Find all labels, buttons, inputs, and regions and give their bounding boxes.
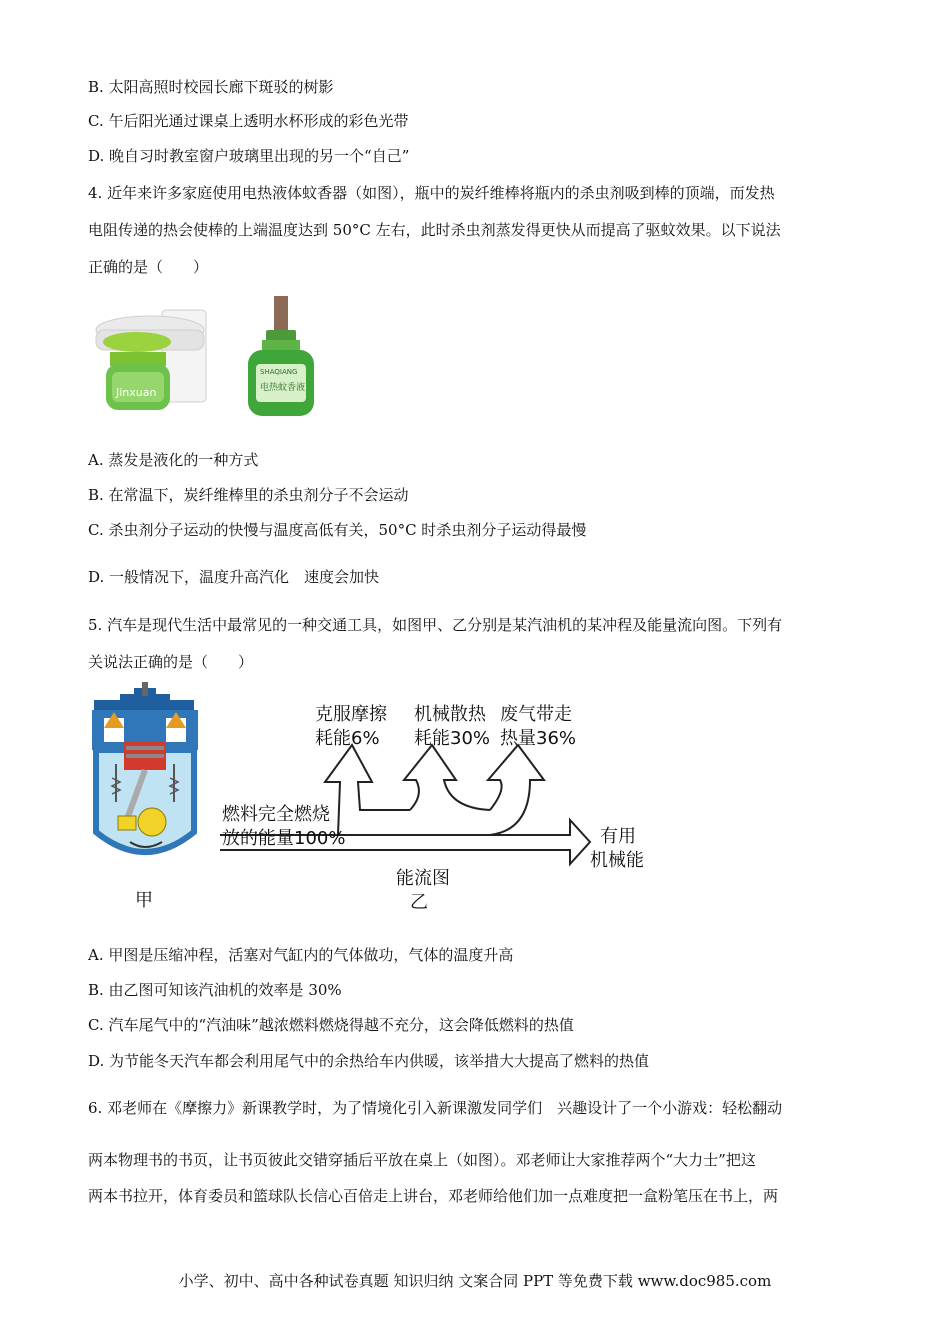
q5-option-c: C. 汽车尾气中的“汽油味”越浓燃料燃烧得越不充分，这会降低燃料的热值 <box>88 1016 574 1034</box>
flow-output-2-line-1: 机械散热 <box>414 704 486 725</box>
q4-stem-line-1: 4. 近年来许多家庭使用电热液体蚊香器（如图），瓶中的炭纤维棒将瓶内的杀虫剂吸到棒的顶端，而发热 <box>88 184 775 202</box>
q5-stem-line-1: 5. 汽车是现代生活中最常见的一种交通工具，如图甲、乙分别是某汽油机的某冲程及能量流向图。下列有 <box>88 616 783 634</box>
engine-cylinder-diagram <box>90 682 200 872</box>
flow-useful-line-2: 机械能 <box>590 850 644 871</box>
q4-option-c: C. 杀虫剂分子运动的快慢与温度高低有关，50°C 时杀虫剂分子运动得最慢 <box>88 521 587 539</box>
q4-stem-line-3: 正确的是（ ） <box>88 258 209 276</box>
flow-input-line-2: 放的能量100% <box>222 828 346 849</box>
q5-option-d: D. 为节能冬天汽车都会利用尾气中的余热给车内供暖，该举措大大提高了燃料的热值 <box>88 1052 650 1070</box>
page-footer: 小学、初中、高中各种试卷真题 知识归纳 文案合同 PPT 等免费下载 www.doc985.com <box>178 1272 772 1290</box>
q6-stem-line-2: 两本物理书的书页，让书页彼此交错穿插后平放在桌上（如图）。邓老师让大家推荐两个“大力士”把这 <box>88 1151 756 1169</box>
q5-stem-line-2: 关说法正确的是（ ） <box>88 653 254 671</box>
q6-stem-line-3: 两本书拉开，体育委员和篮球队长信心百倍走上讲台，邓老师给他们加一点难度把一盒粉笔压在书上，两 <box>88 1187 779 1205</box>
mosquito-device-image <box>92 300 210 418</box>
q4-option-a: A. 蒸发是液化的一种方式 <box>88 451 259 469</box>
diagram-title: 能流图 <box>396 868 450 889</box>
figure-label-jia: 甲 <box>135 890 153 911</box>
option-b-prev: B. 太阳高照时校园长廊下斑驳的树影 <box>88 78 334 96</box>
q4-option-d: D. 一般情况下，温度升高汽化 速度会加快 <box>88 568 380 586</box>
q6-stem-line-1: 6. 邓老师在《摩擦力》新课教学时，为了情境化引入新课激发同学们 兴趣设计了一个小游戏：轻松翻动 <box>88 1099 783 1117</box>
q4-stem-line-2: 电阻传递的热会使棒的上端温度达到 50°C 左右，此时杀虫剂蒸发得更快从而提高了驱蚊效果。以下说法 <box>88 221 781 239</box>
mosquito-liquid-bottle-image <box>242 292 320 420</box>
option-d-prev: D. 晚自习时教室窗户玻璃里出现的另一个“自己” <box>88 147 410 165</box>
flow-input-line-1: 燃料完全燃烧 <box>222 804 330 825</box>
flow-output-1-line-2: 耗能6% <box>315 728 380 749</box>
flow-output-3-line-1: 废气带走 <box>500 704 572 725</box>
flow-output-3-line-2: 热量36% <box>500 728 577 749</box>
bottle-label-text: 电热蚊香液 <box>260 383 306 393</box>
flow-useful-line-1: 有用 <box>600 826 636 847</box>
bottle-brand-text: SHAQIANG <box>260 368 298 376</box>
q4-option-b: B. 在常温下，炭纤维棒里的杀虫剂分子不会运动 <box>88 486 409 504</box>
flow-output-1-line-1: 克服摩擦 <box>315 704 387 725</box>
q5-option-b: B. 由乙图可知该汽油机的效率是 30% <box>88 981 342 999</box>
option-c-prev: C. 午后阳光通过课桌上透明水杯形成的彩色光带 <box>88 112 409 130</box>
flow-output-2-line-2: 耗能30% <box>414 728 491 749</box>
figure-label-yi: 乙 <box>410 892 428 913</box>
device-brand-text: Jinxuan <box>116 386 157 399</box>
q5-option-a: A. 甲图是压缩冲程，活塞对气缸内的气体做功，气体的温度升高 <box>88 946 514 964</box>
